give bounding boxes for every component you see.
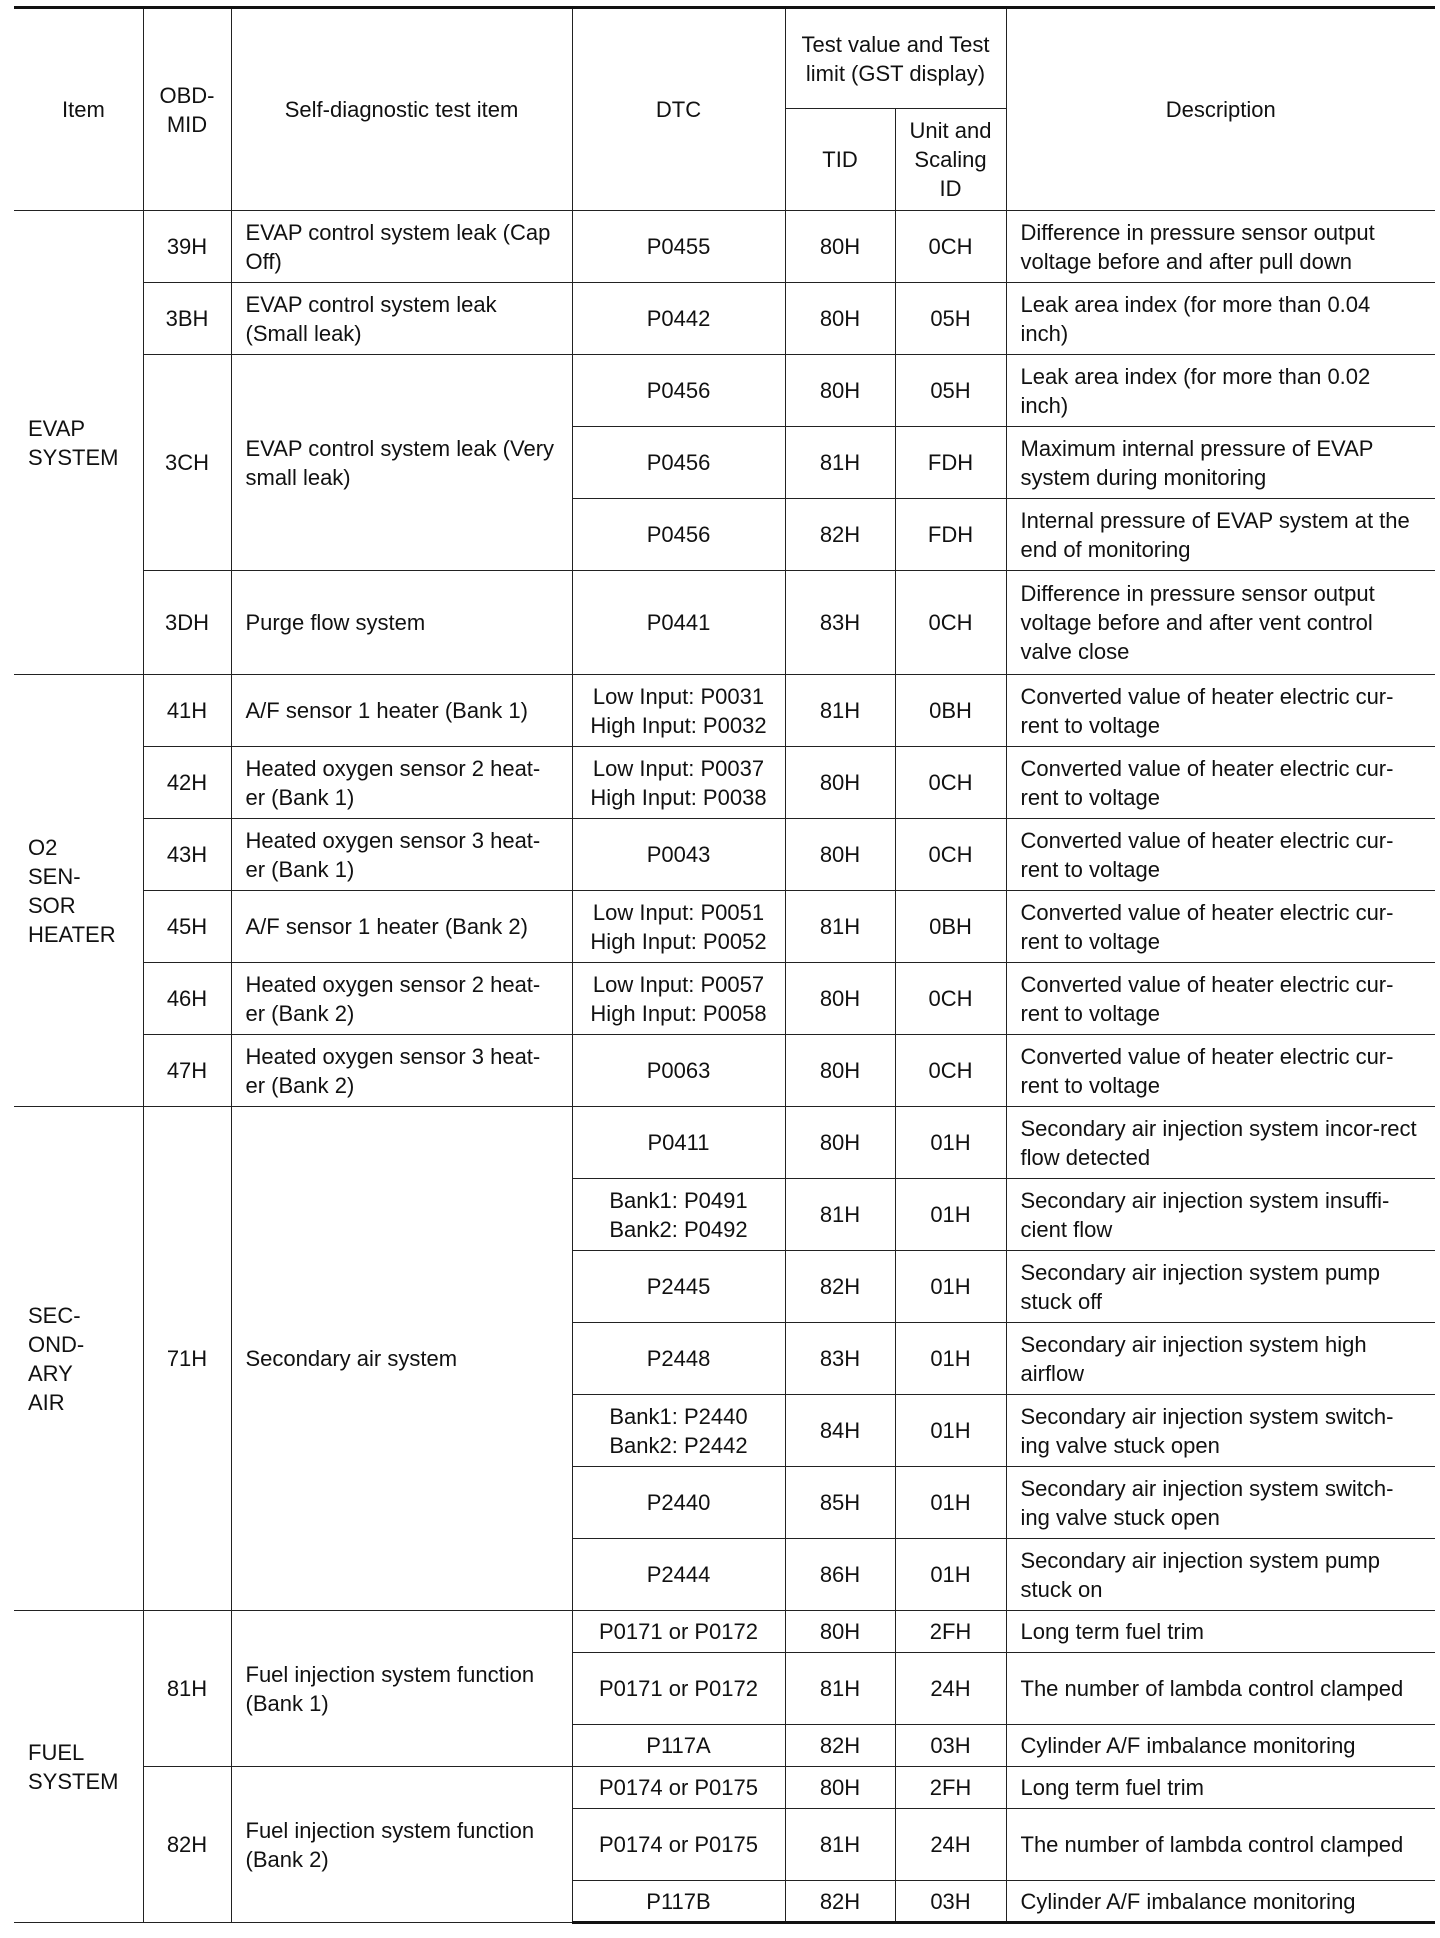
dtc-cell: Low Input: P0031 High Input: P0032 [572, 675, 785, 747]
tid-cell: 83H [785, 1323, 895, 1395]
group-evap-system: EVAP SYSTEM [14, 211, 143, 675]
dtc-cell: P2440 [572, 1467, 785, 1539]
dtc-cell: Bank1: P2440 Bank2: P2442 [572, 1395, 785, 1467]
dtc-cell: P0455 [572, 211, 785, 283]
tid-cell: 84H [785, 1395, 895, 1467]
tid-cell: 82H [785, 1881, 895, 1923]
tid-cell: 82H [785, 1725, 895, 1767]
group-fuel-system: FUEL SYSTEM [14, 1611, 143, 1923]
unit-cell: 0BH [895, 675, 1006, 747]
test-item-cell: Heated oxygen sensor 3 heat-er (Bank 2) [231, 1035, 572, 1107]
test-item-cell: Heated oxygen sensor 2 heat-er (Bank 2) [231, 963, 572, 1035]
unit-cell: 01H [895, 1323, 1006, 1395]
tid-cell: 80H [785, 747, 895, 819]
unit-cell: 03H [895, 1725, 1006, 1767]
header-unit: Unit and Scaling ID [895, 109, 1006, 211]
header-tid: TID [785, 109, 895, 211]
unit-cell: 0BH [895, 891, 1006, 963]
test-item-cell: Heated oxygen sensor 3 heat-er (Bank 1) [231, 819, 572, 891]
unit-cell: 05H [895, 355, 1006, 427]
description-cell: Secondary air injection system switch-ing valve stuck open [1006, 1467, 1435, 1539]
tid-cell: 81H [785, 675, 895, 747]
unit-cell: 01H [895, 1107, 1006, 1179]
description-cell: Converted value of heater electric cur-rent to voltage [1006, 675, 1435, 747]
description-cell: Difference in pressure sensor output voltage before and after pull down [1006, 211, 1435, 283]
tid-cell: 80H [785, 1611, 895, 1653]
description-cell: Converted value of heater electric cur-rent to voltage [1006, 747, 1435, 819]
obd-mid-cell: 82H [143, 1767, 231, 1923]
description-cell: Secondary air injection system insuffi-cient flow [1006, 1179, 1435, 1251]
test-item-cell: Purge flow system [231, 571, 572, 675]
dtc-cell: P0174 or P0175 [572, 1809, 785, 1881]
tid-cell: 81H [785, 427, 895, 499]
test-item-cell: EVAP control system leak (Very small leak) [231, 355, 572, 571]
test-item-cell: Heated oxygen sensor 2 heat-er (Bank 1) [231, 747, 572, 819]
tid-cell: 81H [785, 1179, 895, 1251]
description-cell: Internal pressure of EVAP system at the end of monitoring [1006, 499, 1435, 571]
tid-cell: 80H [785, 283, 895, 355]
header-item: Item [14, 8, 143, 211]
tid-cell: 81H [785, 1653, 895, 1725]
tid-cell: 81H [785, 1809, 895, 1881]
obd-mid-cell: 41H [143, 675, 231, 747]
obd-mid-table [14, 6, 1435, 1924]
dtc-cell: P2448 [572, 1323, 785, 1395]
dtc-cell: P0174 or P0175 [572, 1767, 785, 1809]
obd-mid-cell: 71H [143, 1107, 231, 1611]
dtc-cell: P0063 [572, 1035, 785, 1107]
test-item-cell: A/F sensor 1 heater (Bank 2) [231, 891, 572, 963]
dtc-cell: Low Input: P0057 High Input: P0058 [572, 963, 785, 1035]
tid-cell: 82H [785, 499, 895, 571]
header-row [14, 8, 1435, 109]
obd-mid-cell: 43H [143, 819, 231, 891]
unit-cell: 0CH [895, 211, 1006, 283]
unit-cell: 01H [895, 1179, 1006, 1251]
tid-cell: 82H [785, 1251, 895, 1323]
page [14, 6, 1435, 1924]
obd-mid-cell: 39H [143, 211, 231, 283]
unit-cell: 01H [895, 1251, 1006, 1323]
dtc-cell: P0441 [572, 571, 785, 675]
header-description: Description [1006, 8, 1435, 211]
dtc-cell: Low Input: P0051 High Input: P0052 [572, 891, 785, 963]
test-item-cell: Fuel injection system function (Bank 2) [231, 1767, 572, 1923]
dtc-cell: P0171 or P0172 [572, 1611, 785, 1653]
dtc-cell: P0456 [572, 427, 785, 499]
obd-mid-cell: 45H [143, 891, 231, 963]
tid-cell: 80H [785, 355, 895, 427]
obd-mid-cell: 3BH [143, 283, 231, 355]
unit-cell: 0CH [895, 1035, 1006, 1107]
tid-cell: 83H [785, 571, 895, 675]
unit-cell: 05H [895, 283, 1006, 355]
test-item-cell: Secondary air system [231, 1107, 572, 1611]
dtc-cell: P0456 [572, 355, 785, 427]
test-item-cell: Fuel injection system function (Bank 1) [231, 1611, 572, 1767]
tid-cell: 80H [785, 1035, 895, 1107]
test-item-cell: A/F sensor 1 heater (Bank 1) [231, 675, 572, 747]
description-cell: Converted value of heater electric cur-rent to voltage [1006, 963, 1435, 1035]
description-cell: Long term fuel trim [1006, 1611, 1435, 1653]
dtc-cell: P0442 [572, 283, 785, 355]
obd-mid-cell: 46H [143, 963, 231, 1035]
unit-cell: 01H [895, 1467, 1006, 1539]
tid-cell: 80H [785, 963, 895, 1035]
description-cell: The number of lambda control clamped [1006, 1653, 1435, 1725]
obd-mid-cell: 81H [143, 1611, 231, 1767]
unit-cell: 03H [895, 1881, 1006, 1923]
unit-cell: FDH [895, 427, 1006, 499]
tid-cell: 85H [785, 1467, 895, 1539]
unit-cell: 24H [895, 1809, 1006, 1881]
unit-cell: FDH [895, 499, 1006, 571]
group-secondary-air: SEC-OND-ARY AIR [14, 1107, 143, 1611]
obd-mid-cell: 47H [143, 1035, 231, 1107]
dtc-cell: P2444 [572, 1539, 785, 1611]
tid-cell: 80H [785, 211, 895, 283]
description-cell: Secondary air injection system high airflow [1006, 1323, 1435, 1395]
dtc-cell: P117A [572, 1725, 785, 1767]
tid-cell: 86H [785, 1539, 895, 1611]
header-dtc: DTC [572, 8, 785, 211]
unit-cell: 2FH [895, 1767, 1006, 1809]
description-cell: Secondary air injection system pump stuck on [1006, 1539, 1435, 1611]
description-cell: Difference in pressure sensor output voltage before and after vent control valve close [1006, 571, 1435, 675]
description-cell: Secondary air injection system pump stuck off [1006, 1251, 1435, 1323]
description-cell: Cylinder A/F imbalance monitoring [1006, 1881, 1435, 1923]
description-cell: The number of lambda control clamped [1006, 1809, 1435, 1881]
description-cell: Converted value of heater electric cur-rent to voltage [1006, 891, 1435, 963]
description-cell: Converted value of heater electric cur-rent to voltage [1006, 819, 1435, 891]
description-cell: Secondary air injection system switch-ing valve stuck open [1006, 1395, 1435, 1467]
dtc-cell: P0171 or P0172 [572, 1653, 785, 1725]
unit-cell: 0CH [895, 819, 1006, 891]
unit-cell: 0CH [895, 571, 1006, 675]
description-cell: Long term fuel trim [1006, 1767, 1435, 1809]
unit-cell: 0CH [895, 747, 1006, 819]
header-test-item: Self-diagnostic test item [231, 8, 572, 211]
obd-mid-cell: 3DH [143, 571, 231, 675]
description-cell: Leak area index (for more than 0.04 inch) [1006, 283, 1435, 355]
header-obd-mid: OBD-MID [143, 8, 231, 211]
tid-cell: 80H [785, 1767, 895, 1809]
group-o2-sensor-heater: O2 SEN-SOR HEATER [14, 675, 143, 1107]
description-cell: Cylinder A/F imbalance monitoring [1006, 1725, 1435, 1767]
dtc-cell: P0456 [572, 499, 785, 571]
tid-cell: 80H [785, 1107, 895, 1179]
test-item-cell: EVAP control system leak (Small leak) [231, 283, 572, 355]
test-item-cell: EVAP control system leak (Cap Off) [231, 211, 572, 283]
unit-cell: 01H [895, 1395, 1006, 1467]
tid-cell: 80H [785, 819, 895, 891]
tid-cell: 81H [785, 891, 895, 963]
description-cell: Secondary air injection system incor-rect flow detected [1006, 1107, 1435, 1179]
dtc-cell: Low Input: P0037 High Input: P0038 [572, 747, 785, 819]
unit-cell: 0CH [895, 963, 1006, 1035]
obd-mid-cell: 42H [143, 747, 231, 819]
header-test-value: Test value and Test limit (GST display) [785, 8, 1006, 109]
dtc-cell: Bank1: P0491 Bank2: P0492 [572, 1179, 785, 1251]
dtc-cell: P117B [572, 1881, 785, 1923]
dtc-cell: P2445 [572, 1251, 785, 1323]
unit-cell: 2FH [895, 1611, 1006, 1653]
obd-mid-cell: 3CH [143, 355, 231, 571]
dtc-cell: P0043 [572, 819, 785, 891]
unit-cell: 01H [895, 1539, 1006, 1611]
description-cell: Leak area index (for more than 0.02 inch) [1006, 355, 1435, 427]
description-cell: Converted value of heater electric cur-rent to voltage [1006, 1035, 1435, 1107]
unit-cell: 24H [895, 1653, 1006, 1725]
description-cell: Maximum internal pressure of EVAP system during monitoring [1006, 427, 1435, 499]
dtc-cell: P0411 [572, 1107, 785, 1179]
